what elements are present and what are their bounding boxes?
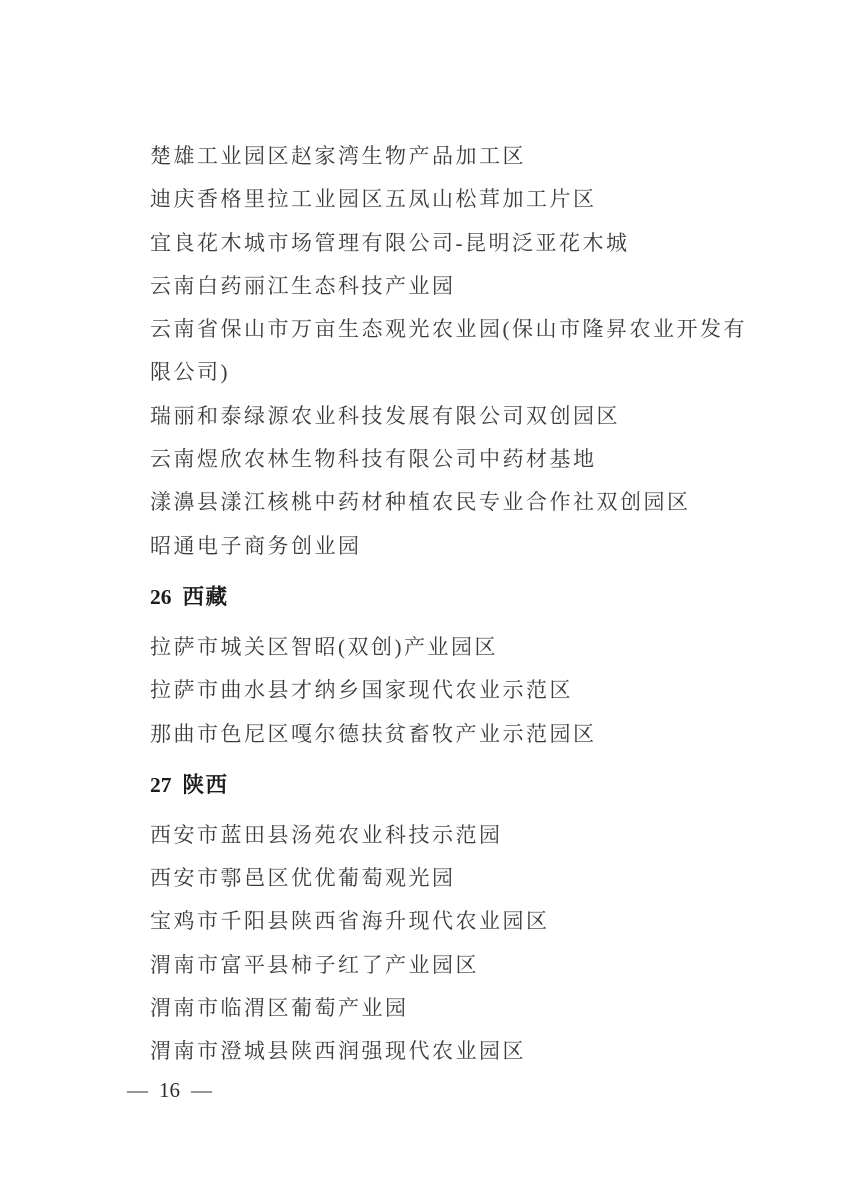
list-item: 楚雄工业园区赵家湾生物产品加工区 [150, 144, 526, 168]
page-number: 16 [159, 1078, 180, 1102]
list-item: 拉萨市城关区智昭(双创)产业园区 [150, 634, 498, 659]
list-item: 昭通电子商务创业园 [150, 533, 362, 558]
list-item: 宜良花木城市场管理有限公司-昆明泛亚花木城 [150, 230, 630, 255]
list-item: 渭南市临渭区葡萄产业园 [150, 996, 409, 1021]
list-item: 渭南市澄城县陕西润强现代农业园区 [150, 1039, 526, 1064]
list-item: 瑞丽和泰绿源农业科技发展有限公司双创园区 [150, 403, 620, 428]
footer-dash-left: — [127, 1078, 148, 1102]
list-item: 西安市鄠邑区优优葡萄观光园 [150, 866, 456, 891]
list-item: 宝鸡市千阳县陕西省海升现代农业园区 [150, 909, 550, 934]
list-item: 云南省保山市万亩生态观光农业园(保山市隆昇农业开发有 [150, 317, 747, 342]
document-body [150, 0, 788, 1074]
list-item: 漾濞县漾江核桃中药材种植农民专业合作社双创园区 [150, 490, 691, 515]
section-number: 27 [150, 772, 172, 797]
section-title: 陕西 [182, 772, 229, 797]
list-item: 拉萨市曲水县才纳乡国家现代农业示范区 [150, 678, 573, 703]
section-header [150, 575, 788, 620]
list-item: 那曲市色尼区嘎尔德扶贫畜牧产业示范园区 [150, 721, 597, 746]
section-title: 西藏 [182, 584, 229, 609]
list-item: 渭南市富平县柿子红了产业园区 [150, 952, 479, 977]
footer-dash-right: — [191, 1078, 212, 1102]
list-item: 云南煜欣农林生物科技有限公司中药材基地 [150, 447, 597, 472]
list-item: 迪庆香格里拉工业园区五凤山松茸加工片区 [150, 187, 597, 212]
list-item: 云南白药丽江生态科技产业园 [150, 273, 456, 298]
list-item: 限公司) [150, 360, 230, 385]
section-number: 26 [150, 584, 172, 609]
page-footer [127, 1078, 212, 1103]
list-item: 西安市蓝田县汤苑农业科技示范园 [150, 822, 503, 847]
section-header [150, 763, 788, 808]
